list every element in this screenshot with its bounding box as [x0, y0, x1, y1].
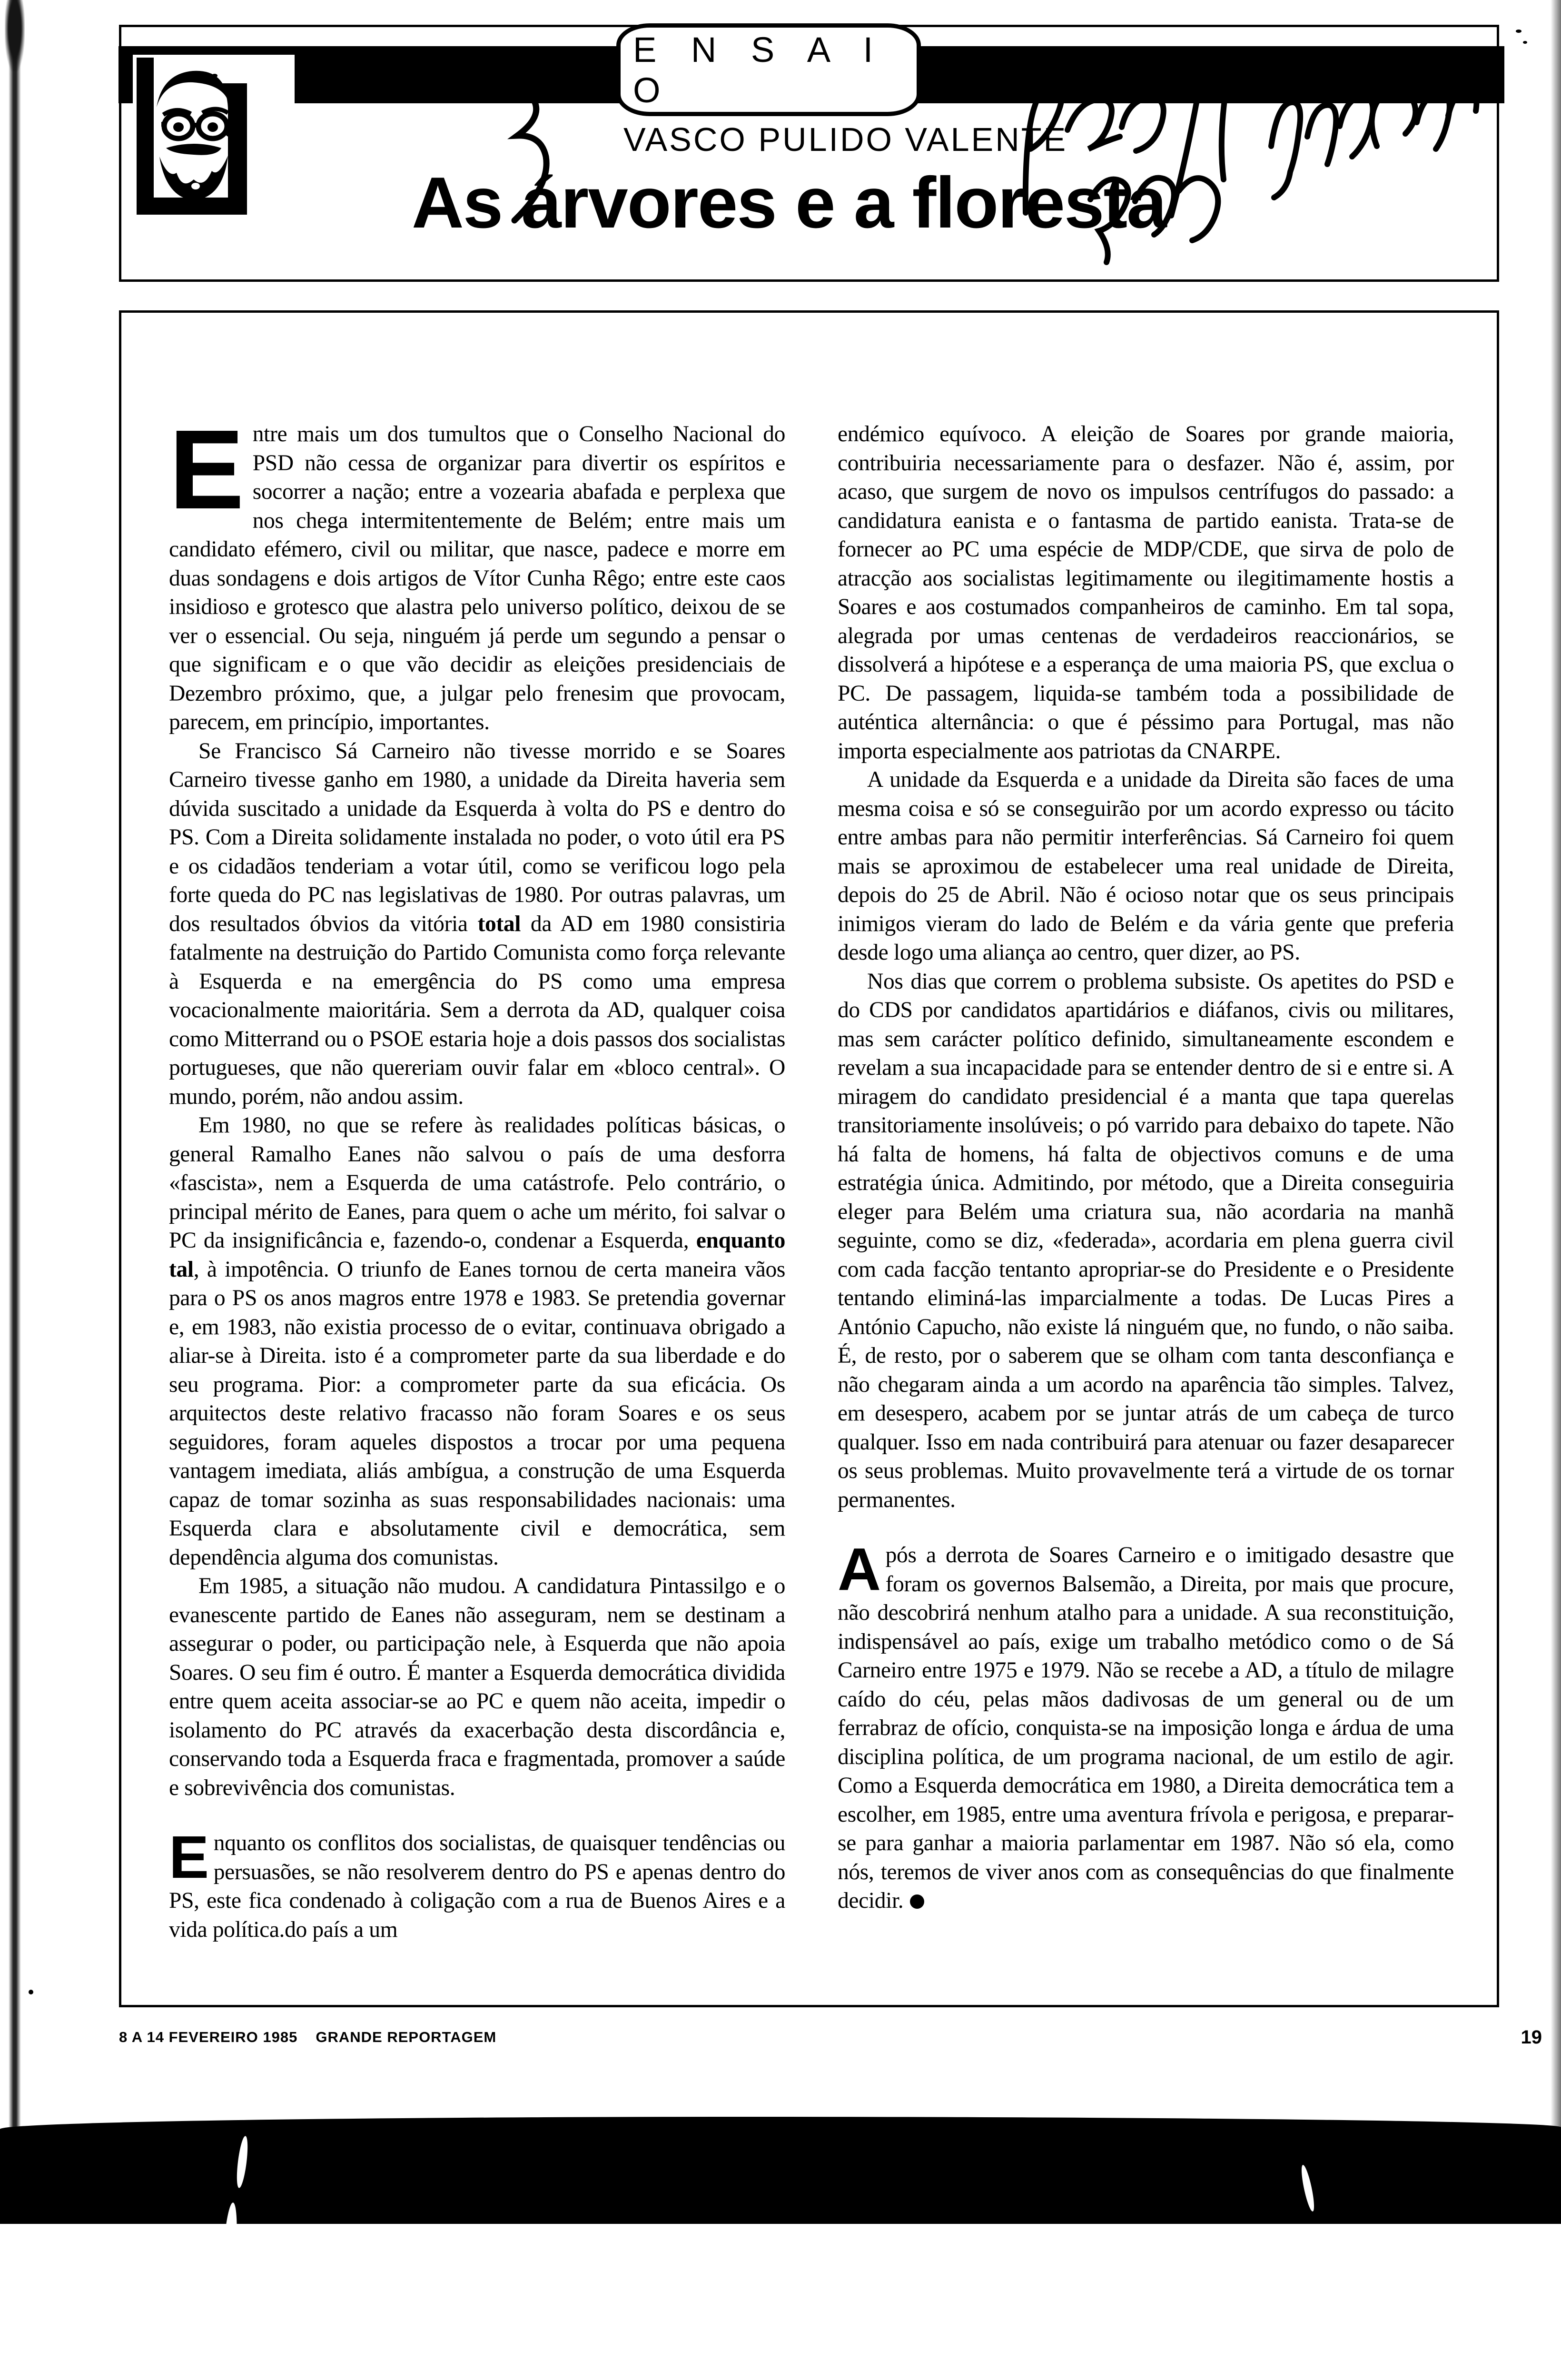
scan-speck	[29, 1990, 33, 1994]
paragraph-text: Nos dias que correm o problema subsiste. Os apetites do PSD e do CDS por candidatos apartidários e diáfanos, civis ou militares, mas sem carácter político definido, simultaneamente escondem e revelam a sua incapacidade para se entender dentro de si e entre si. A miragem do candidato presidencial é a manta que tapa querelas transitoriamente insolúveis; o pó varrido para debaixo do tapete. Não há falta de homens, há falta de objectivos comuns e de uma estratégia única. Admitindo, por método, que a Direita conseguiria eleger para Belém uma criatura sua, não acordaria na manhã seguinte, como se diz, «federada», acordaria em plena guerra civil com cada facção tentanto apropriar-se do Presidente e o Presidente tentando eliminá-las imparcialmente a todas. De Lucas Pires a António Capucho, não existe lá ninguém que, no fundo, o não saiba. É, de resto, por o saberem que se olham com tanta desconfiança e não chegaram ainda a um acordo na aparência tão simples. Talvez, em desespero, acabem por se juntar atrás de um cabeça de turco qualquer. Isso em nada contribuirá para atenuar ou fazer desaparecer os seus problemas. Muito provavelmente terá a virtude de os tornar permanentes.	[838, 969, 1454, 1512]
end-of-article-mark	[910, 1894, 924, 1909]
masthead	[119, 25, 1499, 282]
drop-cap-letter: A	[838, 1536, 881, 1603]
paragraph-text-continued: da AD em 1980 consistiria fatalmente na destruição do Partido Comunista como força relevante à Esquerda e na emergência do PS como uma empresa vocacionalmente maioritária. Sem a derrota da AD, qualquer coisa como Mitterrand ou o PSOE estaria hoje a dois passos dos socialistas portugueses, que não quereriam ouvir falar em «bloco central». O mundo, porém, não andou assim.	[169, 911, 785, 1109]
column-left	[169, 407, 785, 1976]
paragraph-text: Em 1985, a situação não mudou. A candidatura Pintassilgo e o evanescente partido de Eanes não asseguram, nem se destinam a assegurar o poder, ou participação nele, à Esquerda que não apoia Soares. O seu fim é outro. É manter a Esquerda democrática dividida entre quem aceita associar-se ao PC e quem não aceita, impedir o isolamento do PC através da exacerbação desta discordância e, conservando toda a Esquerda fraca e fragmentada, promover a saúde e sobrevivência dos comunistas.	[169, 1574, 785, 1800]
footer-issue-line	[119, 2029, 496, 2046]
newspaper-page	[119, 25, 1535, 2014]
section-kicker-label: E N S A I O	[633, 30, 886, 110]
emphasis-bold: total	[477, 911, 521, 936]
paragraph-text: A unidade da Esquerda e a unidade da Direita são faces de uma mesma coisa e só se conseguirão por um acordo expresso ou tácito entre ambas para não permitir interferências. Sá Carneiro foi quem mais se aproximou de estabelecer uma real unidade de Direita, depois do 25 de Abril. Não é ocioso notar que os seus principais inimigos vieram do lado de Belém e da vária gente que preferia desde logo uma aliança ao centro, quer dizer, ao PS.	[838, 767, 1454, 965]
author-byline: VASCO PULIDO VALENTE	[623, 121, 1068, 158]
scan-binding-shadow	[9, 0, 21, 2224]
paragraph-text: Se Francisco Sá Carneiro não tivesse morrido e se Soares Carneiro tivesse ganho em 1980, a unidade da Direita haveria sem dúvida suscitado a unidade da Esquerda à volta do PS e dentro do PS. Com a Direita solidamente instalada no poder, o voto útil era PS e os cidadãos tenderiam a votar útil, como se verificou logo pela forte queda do PC nas legislativas de 1980. Por outras palavras, um dos resultados óbvios da vitória	[169, 738, 785, 936]
section-kicker-plate	[616, 23, 921, 116]
emphasis-bold: enquanto tal	[169, 1228, 785, 1282]
paragraph	[838, 420, 1454, 765]
author-portrait	[133, 55, 295, 219]
footer-issue-date: 8 A 14 FEVEREIRO 1985	[119, 2029, 298, 2045]
paragraph	[838, 967, 1454, 1515]
paragraph	[169, 737, 785, 1111]
article-headline: As árvores e a floresta	[412, 162, 1166, 243]
column-right	[838, 420, 1454, 1976]
paragraph	[169, 1824, 785, 1948]
drop-cap-letter: E	[169, 1824, 209, 1891]
scan-bottom-shadow	[0, 2117, 1561, 2224]
paragraph-text: nquanto os conflitos dos socialistas, de quaisquer tendências ou persuasões, se não resolverem dentro do PS e apenas dentro do PS, este fica condenado à coligação com a rua de Buenos Aires e a vida política.do país a um	[169, 1831, 785, 1942]
paragraph	[169, 407, 785, 737]
footer-publication-name: GRANDE REPORTAGEM	[316, 2029, 497, 2045]
page-footer	[119, 2029, 1542, 2062]
paragraph-text-continued: , à impotência. O triunfo de Eanes tornou de certa maneira vãos para o PS os anos magros entre 1978 e 1983. Se pretendia governar e, em 1983, não existia processo de o evitar, continuava obrigado a aliar-se à Direita. isto é a comprometer parte da sua liberdade e do seu programa. Pior: a comprometer parte da sua eficácia. Os arquitectos deste relativo fracasso não foram Soares e os seus seguidores, foram aqueles dispostos a trocar por uma pequena vantagem imediata, aliás ambígua, a construção de uma Esquerda capaz de tomar sozinha as suas responsabilidades nacionais: uma Esquerda clara e absolutamente civil e democrática, sem dependência alguma dos comunistas.	[169, 1257, 785, 1570]
paragraph-text: ntre mais um dos tumultos que o Conselho Nacional do PSD não cessa de organizar para divertir os espíritos e socorrer a nação; entre a vozearia abafada e perplexa que nos chega intermitentemente de Belém; entre mais um candidato efémero, civil ou militar, que nasce, padece e morre em duas sondagens e dois artigos de Vítor Cunha Rêgo; entre este caos insidioso e grotesco que alastra pelo universo político, deixou de se ver o essencial. Ou seja, ninguém já perde um segundo a pensar o que significam e o que vão decidir as eleições presidenciais de Dezembro próximo, que, a julgar pelo frenesim que provocam, parecem, em princípio, importantes.	[169, 422, 785, 734]
page-number: 19	[1521, 2027, 1542, 2048]
article-columns	[169, 407, 1454, 1976]
paragraph	[169, 1111, 785, 1572]
paragraph	[838, 765, 1454, 967]
scan-right-edge-shadow	[1551, 0, 1561, 2224]
paragraph-text: Em 1980, no que se refere às realidades políticas básicas, o general Ramalho Eanes não salvou o país de uma desforra «fascista», nem a Esquerda de uma catástrofe. Pelo contrário, o principal mérito de Eanes, para quem o ache um mérito, foi salvar o PC da insignificância e, fazendo-o, condenar a Esquerda,	[169, 1113, 785, 1253]
paragraph	[169, 1572, 785, 1802]
paragraph	[838, 1536, 1454, 1915]
paragraph-text: pós a derrota de Soares Carneiro e o imitigado desastre que foram os governos Balsemão, a Direita, por mais que procure, não descobrirá nenhum atalho para a unidade. A sua reconstituição, indispensável ao país, exige um trabalho metódico como o de Sá Carneiro entre 1975 e 1979. Não se recebe a AD, a título de milagre caído do céu, pelas mãos dadivosas de um general ou de um ferrabraz de ofício, conquista-se na imposição longa e árdua de uma disciplina política, de um programa nacional, de um estilo de agir. Como a Esquerda democrática em 1980, a Direita democrática tem a escolher, em 1985, entre uma aventura frívola e perigosa, e preparar-se para ganhar a maioria parlamentar em 1987. Não só ela, como nós, teremos de viver anos com as consequências do que finalmente decidir.	[838, 1543, 1454, 1913]
article-body	[119, 310, 1499, 2007]
drop-cap-letter: E	[169, 407, 244, 533]
paragraph-text: endémico equívoco. A eleição de Soares por grande maioria, contribuiria necessariamente para o desfazer. Não é, assim, por acaso, que surgem de novo os impulsos centrífugos do passado: a candidatura eanista e o fantasma de partido eanista. Trata-se de fornecer ao PC uma espécie de MDP/CDE, que sirva de polo de atracção aos socialistas legitimamente ou ilegitimamente hostis a Soares e aos costumados companheiros de caminho. Em tal sopa, alegrada por umas centenas de verdadeiros reaccionários, se dissolverá a hipótese e a esperança de uma maioria PS, que exclua o PC. De passagem, liquida-se também toda a possibilidade de auténtica alternância: o que é péssimo para Portugal, mas não importa especialmente aos patriotas da CNARPE.	[838, 422, 1454, 764]
